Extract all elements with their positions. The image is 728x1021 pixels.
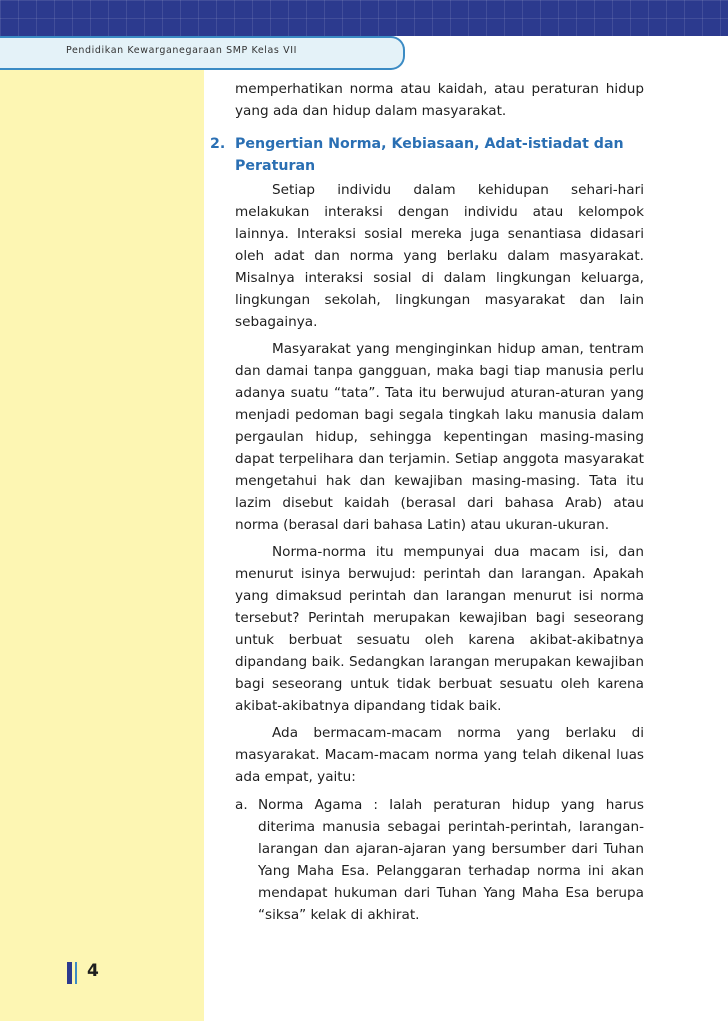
page-number: 4	[87, 961, 99, 981]
section-heading	[210, 133, 644, 177]
main-content	[210, 78, 644, 926]
body-paragraph: Ada bermacam-macam norma yang berlaku di masyarakat. Macam-macam norma yang telah dikenal luas ada empat, yaitu:	[235, 725, 644, 785]
list-item-text: Norma Agama : Ialah peraturan hidup yang harus diterima manusia sebagai perintah-perintah, larangan-larangan dan ajaran-ajaran yang bersumber dari Tuhan Yang Maha Esa. Pelanggaran terhadap norma ini akan mendapat hukuman dari Tuhan Yang Maha Esa berupa “siksa” kelak di akhirat.	[258, 797, 644, 923]
section-number: 2.	[210, 136, 226, 152]
page-marker-bar	[67, 962, 72, 984]
list-item	[235, 794, 644, 926]
header-band	[0, 0, 728, 36]
body-paragraph: Setiap individu dalam kehidupan sehari-hari melakukan interaksi dengan individu atau kelompok lainnya. Interaksi sosial mereka juga senantiasa didasari oleh adat dan norma yang berlaku dalam masyarakat. Misalnya interaksi sosial di dalam lingkungan keluarga, lingkungan sekolah, lingkungan masyarakat dan lain sebagainya.	[235, 182, 644, 330]
page-marker-line	[75, 962, 77, 984]
list-marker: a.	[235, 797, 248, 813]
running-header-title: Pendidikan Kewarganegaraan SMP Kelas VII	[66, 45, 297, 56]
margin-sidebar	[0, 70, 204, 1021]
section-title: Pengertian Norma, Kebiasaan, Adat-istiadat dan Peraturan	[235, 136, 624, 174]
body-paragraph: Masyarakat yang menginginkan hidup aman, tentram dan damai tanpa gangguan, maka bagi tiap manusia perlu adanya suatu “tata”. Tata itu berwujud aturan-aturan yang menjadi pedoman bagi segala tingkah laku manusia dalam pergaulan hidup, sehingga kepentingan masing-masing dapat terpelihara dan terjamin. Setiap anggota masyarakat mengetahui hak dan kewajiban masing-masing. Tata itu lazim disebut kaidah (berasal dari bahasa Arab) atau norma (berasal dari bahasa Latin) atau ukuran-ukuran.	[235, 341, 644, 533]
body-paragraph: Norma-norma itu mempunyai dua macam isi, dan menurut isinya berwujud: perintah dan larangan. Apakah yang dimaksud perintah dan larangan menurut isi norma tersebut? Perintah merupakan kewajiban bagi seseorang untuk berbuat sesuatu oleh karena akibat-akibatnya dipandang baik. Sedangkan larangan merupakan kewajiban bagi seseorang untuk tidak berbuat sesuatu oleh karena akibat-akibatnya dipandang tidak baik.	[235, 544, 644, 714]
intro-paragraph: memperhatikan norma atau kaidah, atau peraturan hidup yang ada dan hidup dalam masyarakat.	[235, 81, 644, 119]
